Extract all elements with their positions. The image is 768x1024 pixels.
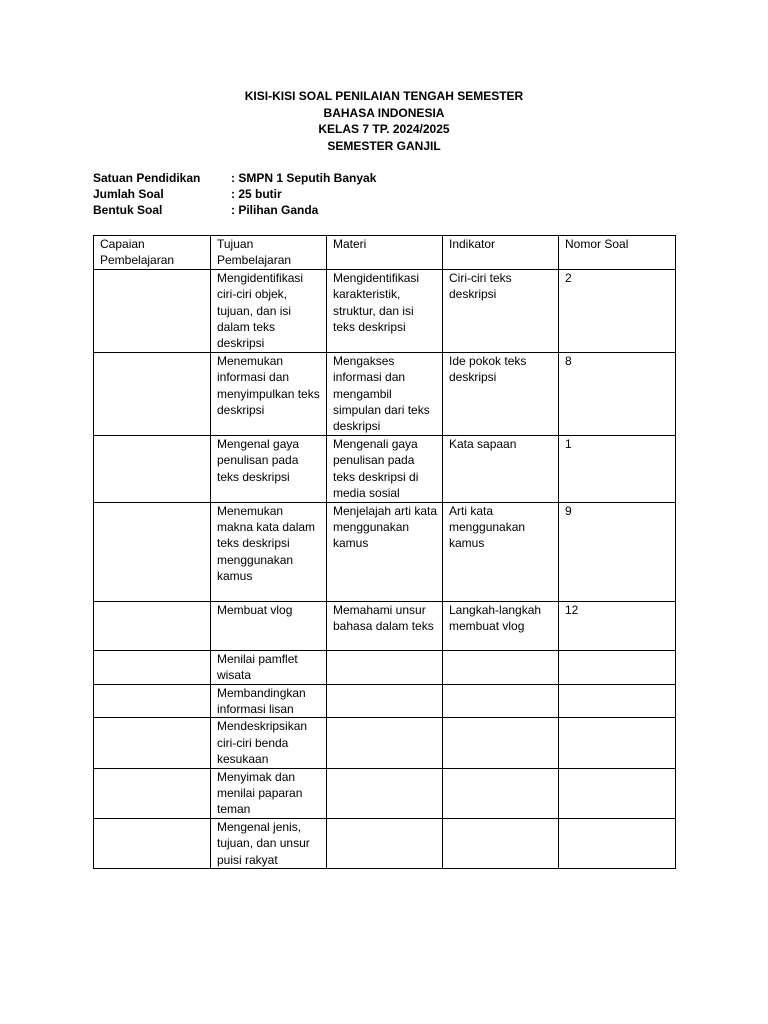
cell-materi: [327, 650, 443, 684]
table-row: [94, 718, 676, 768]
column-header: Nomor Soal: [559, 236, 676, 270]
cell-tujuan: Mengidentifikasi ciri-ciri objek, tujuan, dan isi dalam teks deskripsi: [211, 269, 327, 352]
cell-nomor: 9: [559, 502, 676, 601]
cell-materi: [327, 818, 443, 868]
document-header: [0, 88, 768, 154]
cell-indikator: [443, 718, 559, 768]
cell-capaian: [94, 768, 211, 818]
cell-indikator: Ide pokok teks deskripsi: [443, 352, 559, 435]
cell-tujuan: Mendeskripsikan ciri-ciri benda kesukaan: [211, 718, 327, 768]
meta-value: : Pilihan Ganda: [231, 203, 319, 217]
column-header: Indikator: [443, 236, 559, 270]
header-title: KISI-KISI SOAL PENILAIAN TENGAH SEMESTER: [244, 89, 524, 103]
column-header: Materi: [327, 236, 443, 270]
cell-tujuan: Mengenal gaya penulisan pada teks deskripsi: [211, 435, 327, 502]
column-header: Tujuan Pembelajaran: [211, 236, 327, 270]
cell-nomor: [559, 768, 676, 818]
cell-materi: Mengakses informasi dan mengambil simpulan dari teks deskripsi: [327, 352, 443, 435]
table-header-row: [94, 236, 676, 270]
cell-nomor: [559, 684, 676, 718]
cell-materi: Mengenali gaya penulisan pada teks deskripsi di media sosial: [327, 435, 443, 502]
cell-indikator: [443, 818, 559, 868]
cell-capaian: [94, 269, 211, 352]
cell-materi: [327, 684, 443, 718]
header-subject: BAHASA INDONESIA: [323, 105, 445, 120]
table-row: [94, 601, 676, 650]
cell-nomor: [559, 818, 676, 868]
table-row: [94, 352, 676, 435]
cell-capaian: [94, 718, 211, 768]
meta-row-bentuk: [93, 202, 376, 218]
meta-label: Satuan Pendidikan: [93, 171, 201, 185]
cell-nomor: 8: [559, 352, 676, 435]
cell-nomor: 2: [559, 269, 676, 352]
table-row: [94, 818, 676, 868]
table-row: [94, 269, 676, 352]
meta-value: : 25 butir: [231, 187, 282, 201]
cell-materi: [327, 768, 443, 818]
table-row: [94, 684, 676, 718]
meta-label: Bentuk Soal: [93, 203, 163, 217]
cell-nomor: 12: [559, 601, 676, 650]
cell-capaian: [94, 601, 211, 650]
table-row: [94, 502, 676, 601]
cell-capaian: [94, 435, 211, 502]
cell-indikator: [443, 684, 559, 718]
table-row: [94, 435, 676, 502]
cell-capaian: [94, 650, 211, 684]
document-meta: [93, 170, 376, 218]
cell-indikator: [443, 768, 559, 818]
column-header: Capaian Pembelajaran: [94, 236, 211, 270]
cell-tujuan: Menemukan makna kata dalam teks deskripsi menggunakan kamus: [211, 502, 327, 601]
cell-materi: Memahami unsur bahasa dalam teks: [327, 601, 443, 650]
cell-tujuan: Membandingkan informasi lisan: [211, 684, 327, 718]
cell-indikator: [443, 650, 559, 684]
cell-nomor: 1: [559, 435, 676, 502]
meta-label: Jumlah Soal: [93, 187, 164, 201]
cell-capaian: [94, 502, 211, 601]
cell-nomor: [559, 718, 676, 768]
meta-value: : SMPN 1 Seputih Banyak: [231, 171, 377, 185]
kisi-table: [93, 235, 676, 869]
cell-tujuan: Menyimak dan menilai paparan teman: [211, 768, 327, 818]
header-semester: SEMESTER GANJIL: [327, 138, 441, 153]
cell-indikator: Ciri-ciri teks deskripsi: [443, 269, 559, 352]
cell-materi: Mengidentifikasi karakteristik, struktur, dan isi teks deskripsi: [327, 269, 443, 352]
meta-row-jumlah: [93, 186, 376, 202]
table-row: [94, 768, 676, 818]
meta-row-satuan: [93, 170, 376, 186]
cell-tujuan: Menilai pamflet wisata: [211, 650, 327, 684]
cell-tujuan: Mengenal jenis, tujuan, dan unsur puisi rakyat: [211, 818, 327, 868]
cell-capaian: [94, 684, 211, 718]
table-row: [94, 650, 676, 684]
cell-indikator: Kata sapaan: [443, 435, 559, 502]
cell-materi: [327, 718, 443, 768]
cell-capaian: [94, 352, 211, 435]
header-class-year: KELAS 7 TP. 2024/2025: [318, 122, 450, 136]
cell-tujuan: Membuat vlog: [211, 601, 327, 650]
cell-materi: Menjelajah arti kata menggunakan kamus: [327, 502, 443, 601]
cell-capaian: [94, 818, 211, 868]
cell-tujuan: Menemukan informasi dan menyimpulkan teks deskripsi: [211, 352, 327, 435]
cell-indikator: Langkah-langkah membuat vlog: [443, 601, 559, 650]
cell-indikator: Arti kata menggunakan kamus: [443, 502, 559, 601]
cell-nomor: [559, 650, 676, 684]
